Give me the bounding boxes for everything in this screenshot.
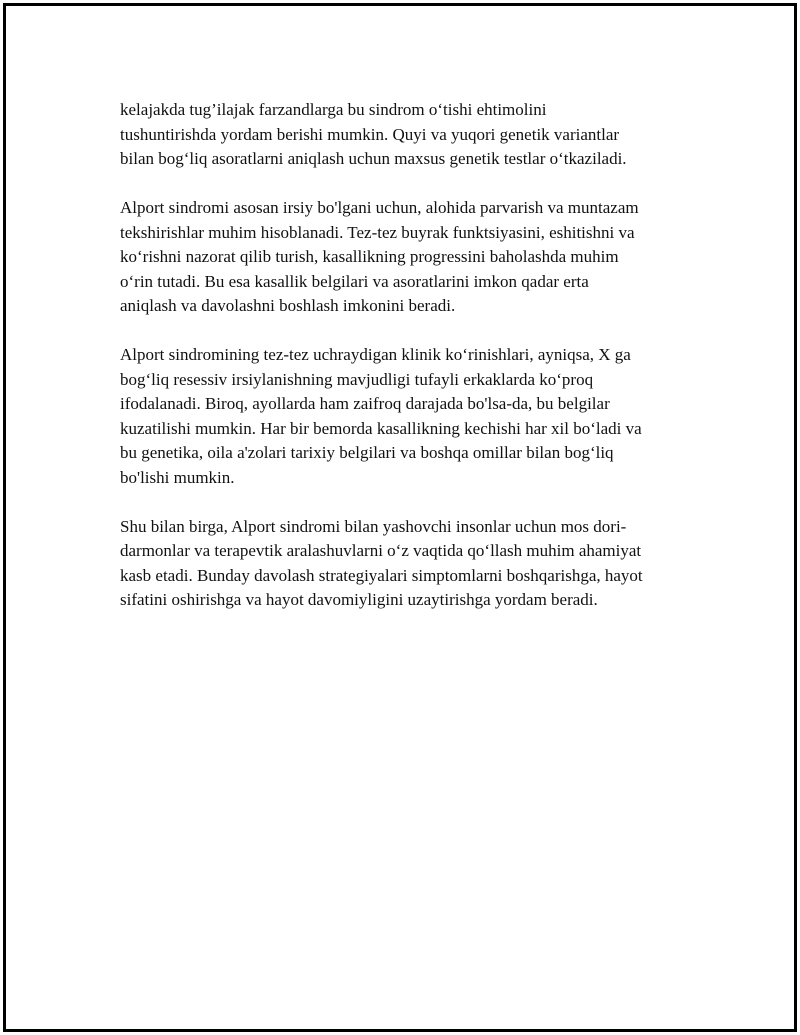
text-line: Alport sindromining tez-tez uchraydigan klinik ko‘rinishlari, ayniqsa, X ga: [120, 345, 631, 364]
text-line: aniqlash va davolashni boshlash imkonini beradi.: [120, 296, 456, 315]
document-body: [120, 98, 690, 637]
text-line: darmonlar va terapevtik aralashuvlarni o‘z vaqtida qo‘llash muhim ahamiyat: [120, 541, 642, 560]
text-line: ifodalanadi. Biroq, ayollarda ham zaifroq darajada bo'lsa-da, bu belgilar: [120, 394, 610, 413]
text-line: Shu bilan birga, Alport sindromi bilan yashovchi insonlar uchun mos dori-: [120, 516, 627, 536]
text-line: Alport sindromi asosan irsiy bo'lgani uchun, alohida parvarish va muntazam: [120, 198, 639, 217]
text-line: kuzatilishi mumkin. Har bir bemorda kasallikning kechishi har xil bo‘ladi va: [120, 418, 642, 438]
text-line: tushuntirishda yordam berishi mumkin. Quyi va yuqori genetik variantlar: [120, 124, 620, 144]
paragraph-2: [120, 196, 690, 319]
text-line: ko‘rishni nazorat qilib turish, kasallikning progressini baholashda muhim: [120, 247, 619, 266]
text-line: sifatini oshirishga va hayot davomiyligini uzaytirishga yordam beradi.: [120, 590, 598, 609]
text-line: bilan bog‘liq asoratlarni aniqlash uchun maxsus genetik testlar o‘tkaziladi.: [120, 149, 627, 168]
text-line: bo'lishi mumkin.: [120, 467, 235, 487]
paragraph-1: [120, 98, 690, 172]
text-line: kelajakda tug’ilajak farzandlarga bu sindrom o‘tishi ehtimolini: [120, 100, 547, 119]
text-line: tekshirishlar muhim hisoblanadi. Tez-tez buyrak funktsiyasini, eshitishni va: [120, 222, 635, 242]
paragraph-4: [120, 515, 690, 613]
text-line: bu genetika, oila a'zolari tarixiy belgilari va boshqa omillar bilan bog‘liq: [120, 443, 614, 462]
document-page: [3, 3, 797, 1032]
paragraph-3: [120, 343, 690, 490]
text-line: o‘rin tutadi. Bu esa kasallik belgilari va asoratlarini imkon qadar erta: [120, 271, 589, 291]
text-line: kasb etadi. Bunday davolash strategiyalari simptomlarni boshqarishga, hayot: [120, 565, 643, 585]
text-line: bog‘liq resessiv irsiylanishning mavjudligi tufayli erkaklarda ko‘proq: [120, 369, 594, 389]
